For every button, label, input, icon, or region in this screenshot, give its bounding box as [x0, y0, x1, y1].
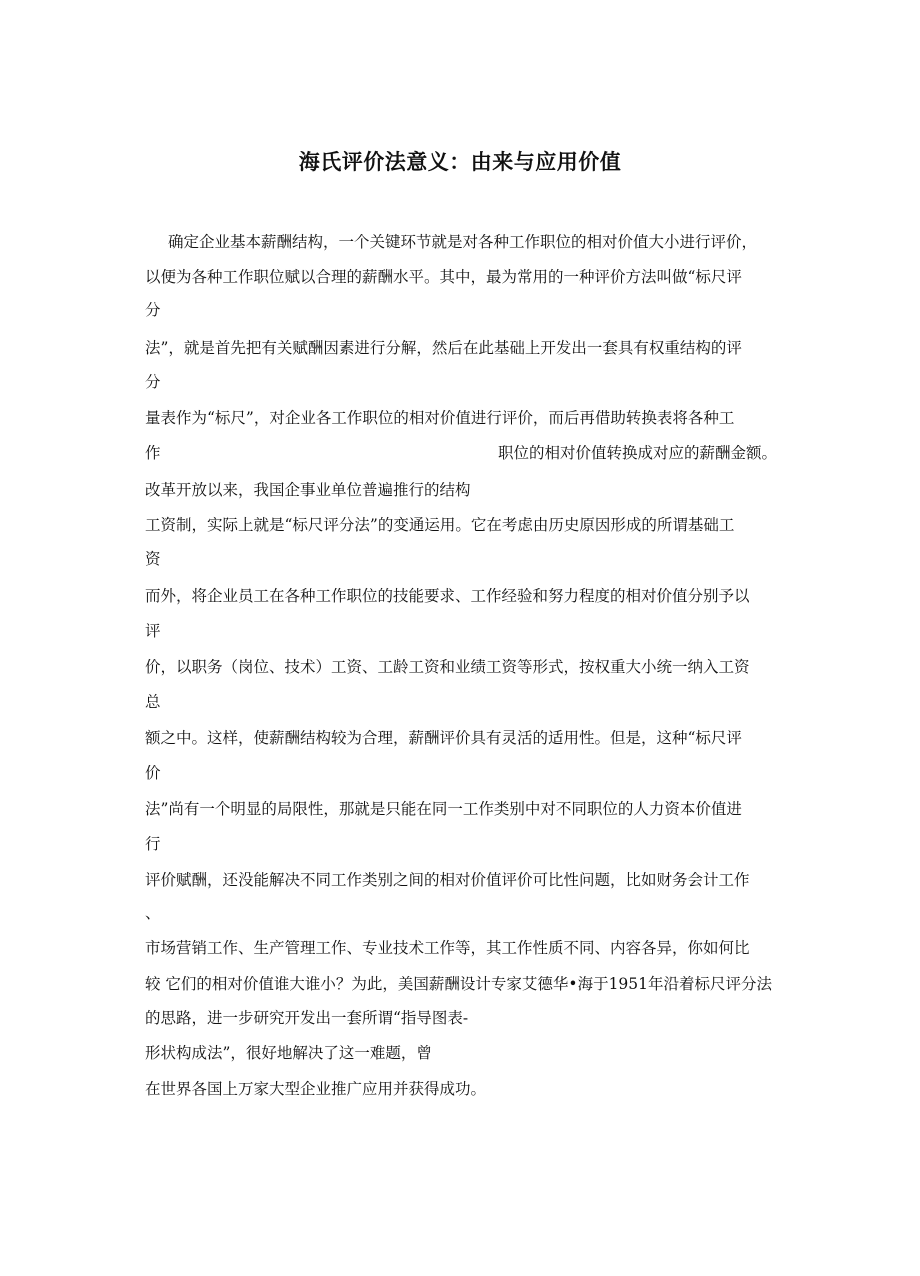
paragraph-line: 在世界各国上万家大型企业推广应用并获得成功。: [145, 1080, 487, 1098]
paragraph-line: 额之中。这样，使薪酬结构较为合理，薪酬评价具有灵活的适用性。但是，这种“标尺评: [145, 729, 742, 747]
paragraph-line: 市场营销工作、生产管理工作、专业技术工作等，其工作性质不同、内容各异，你如何比: [145, 939, 750, 957]
paragraph-line: 行: [145, 835, 161, 853]
paragraph-line: 法”尚有一个明显的局限性，那就是只能在同一工作类别中对不同职位的人力资本价值进: [145, 800, 742, 818]
paragraph-line: 职位的相对价值转换成对应的薪酬金额。: [498, 444, 778, 462]
paragraph-line: 评: [145, 622, 161, 640]
document-title: 海氏评价法意义：由来与应用价值: [298, 149, 622, 174]
paragraph-line: 的思路，进一步研究开发出一套所谓“指导图表-: [145, 1009, 469, 1027]
paragraph-line: 价: [145, 764, 161, 782]
paragraph-line: 确定企业基本薪酬结构，一个关键环节就是对各种工作职位的相对价值大小进行评价，: [168, 233, 758, 251]
paragraph-line: 价，以职务（岗位、技术）工资、工龄工资和业绩工资等形式，按权重大小统一纳入工资: [145, 658, 750, 676]
paragraph-line: 法”，就是首先把有关赋酬因素进行分解，然后在此基础上开发出一套具有权重结构的评: [145, 339, 742, 357]
paragraph-line: 评价赋酬，还没能解决不同工作类别之间的相对价值评价可比性问题，比如财务会计工作: [145, 871, 750, 889]
paragraph-line: 作: [145, 444, 161, 462]
paragraph-line: 总: [145, 693, 161, 711]
paragraph-line: 量表作为“标尺”，对企业各工作职位的相对价值进行评价，而后再借助转换表将各种工: [145, 409, 735, 427]
paragraph-line: 分: [145, 373, 161, 391]
paragraph-line: 改革开放以来，我国企事业单位普遍推行的结构: [145, 481, 471, 499]
paragraph-line: 资: [145, 550, 161, 568]
paragraph-line: 分: [145, 301, 161, 319]
paragraph-line: 形状构成法”，很好地解决了这一难题，曾: [145, 1044, 432, 1062]
paragraph-line: 以便为各种工作职位赋以合理的薪酬水平。其中，最为常用的一种评价方法叫做“标尺评: [145, 268, 742, 286]
paragraph-line: 而外，将企业员工在各种工作职位的技能要求、工作经验和努力程度的相对价值分别予以: [145, 587, 750, 605]
paragraph-line: 工资制，实际上就是“标尺评分法”的变通运用。它在考虑由历史原因形成的所谓基础工: [145, 516, 735, 534]
paragraph-line: 、: [145, 904, 161, 922]
paragraph-line: 较 它们的相对价值谁大谁小？为此，美国薪酬设计专家艾德华•海于1951年沿着标尺评分法: [145, 975, 773, 993]
